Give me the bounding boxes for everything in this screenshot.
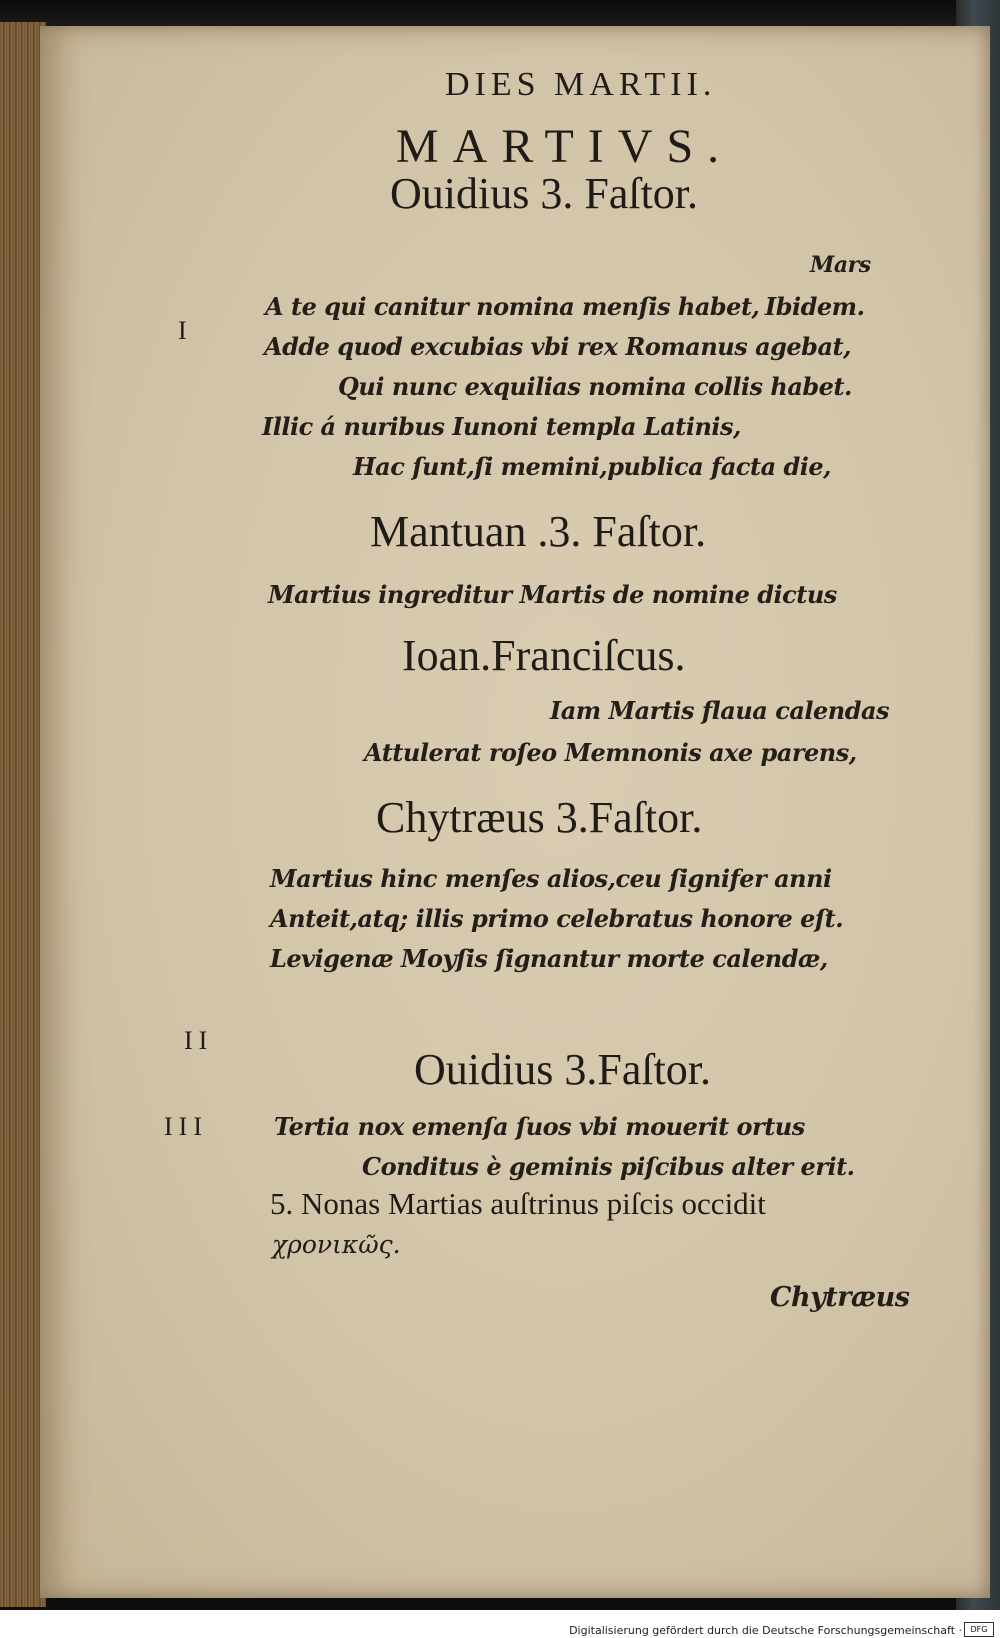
author-heading-5: Ouidius 3.Faſtor. bbox=[414, 1045, 712, 1094]
author-heading-1: Ouidius 3. Faſtor. bbox=[390, 169, 699, 218]
verse-line: Qui nunc exquilias nomina collis habet. bbox=[338, 372, 852, 401]
verse-line: Anteit,atq; illis primo celebratus honore eſt. bbox=[270, 904, 844, 933]
verse-line: Illic á nuribus Iunoni templa Latinis, bbox=[262, 412, 741, 441]
author-heading-2: Mantuan .3. Faſtor. bbox=[370, 507, 707, 556]
author-heading-3: Ioan.Franciſcus. bbox=[402, 631, 686, 680]
verse-line: Martius ingreditur Martis de nomine dictus bbox=[268, 580, 837, 609]
author-heading-4: Chytræus 3.Faſtor. bbox=[376, 793, 703, 842]
margin-number-3: III bbox=[164, 1112, 208, 1141]
digitization-credit: Digitalisierung gefördert durch die Deutsche Forschungsgemeinschaft · bbox=[569, 1624, 962, 1637]
greek-word: χρονικῶς. bbox=[272, 1230, 401, 1259]
verse-line: Iam Martis flaua calendas bbox=[550, 696, 890, 725]
verse-line: A te qui canitur nomina menſis habet, bbox=[265, 292, 760, 321]
catchword: Chytræus bbox=[770, 1282, 910, 1313]
verse-line: Levigenæ Moyſis ſignantur morte calendæ, bbox=[270, 944, 828, 973]
verse-line: Conditus è geminis piſcibus alter erit. bbox=[362, 1152, 855, 1181]
dfg-logo: DFG bbox=[964, 1622, 994, 1637]
side-note-mars: Mars bbox=[810, 252, 871, 278]
book-top-edge bbox=[0, 0, 1000, 26]
verse-line: Attulerat roſeo Memnonis axe parens, bbox=[364, 738, 857, 767]
book-page bbox=[40, 26, 990, 1598]
verse-line: Hac ſunt,ſi memini,publica facta die, bbox=[353, 452, 832, 481]
prose-note: 5. Nonas Martias auſtrinus piſcis occidit bbox=[270, 1186, 766, 1221]
verse-line: Tertia nox emenſa ſuos vbi mouerit ortus bbox=[274, 1112, 805, 1141]
reference-ibidem: Ibidem. bbox=[765, 292, 865, 321]
margin-number-2: II bbox=[184, 1026, 214, 1055]
margin-number-1: I bbox=[178, 316, 193, 345]
verse-line: Martius hinc menſes alios,ceu ſignifer anni bbox=[270, 864, 832, 893]
running-title: DIES MARTII. bbox=[445, 66, 717, 103]
verse-line: Adde quod excubias vbi rex Romanus agebat, bbox=[264, 332, 851, 361]
month-title: MARTIVS. bbox=[396, 120, 734, 173]
